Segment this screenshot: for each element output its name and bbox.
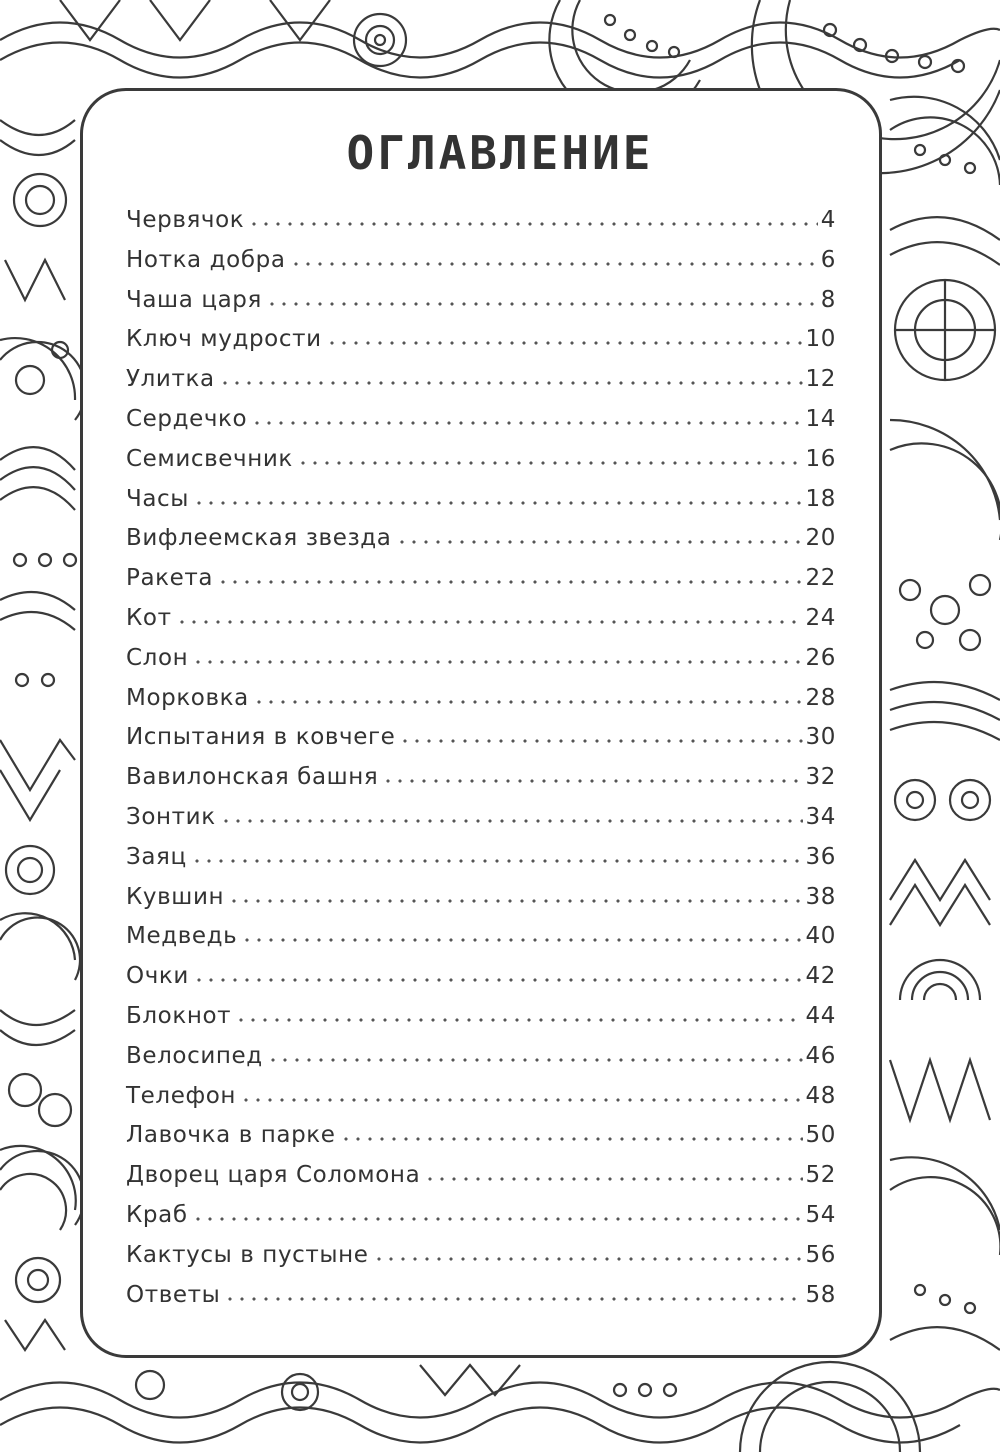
toc-entry-page-number: 58	[805, 1281, 836, 1308]
toc-entry-title: Телефон	[126, 1082, 237, 1109]
toc-entry-page-number: 46	[805, 1042, 836, 1069]
dot-leader	[217, 580, 802, 584]
toc-entry[interactable]	[126, 326, 836, 366]
toc-entry[interactable]	[126, 764, 836, 804]
dot-leader	[326, 341, 803, 345]
toc-entry-title: Блокнот	[126, 1002, 232, 1029]
dot-leader	[192, 660, 802, 664]
toc-entry[interactable]	[126, 1282, 836, 1322]
toc-entry-title: Нотка добра	[126, 246, 286, 273]
toc-entry[interactable]	[126, 1043, 836, 1083]
toc-entry[interactable]	[126, 844, 836, 884]
toc-entry-page-number: 20	[805, 525, 836, 552]
toc-entry-title: Краб	[126, 1201, 188, 1228]
dot-leader	[176, 620, 803, 624]
dot-leader	[235, 1018, 802, 1022]
toc-entry[interactable]	[126, 406, 836, 446]
toc-entry-page-number: 16	[805, 445, 836, 472]
toc-entry[interactable]	[126, 486, 836, 526]
toc-entry-page-number: 22	[805, 565, 836, 592]
dot-leader	[193, 501, 802, 505]
dot-leader	[191, 859, 803, 863]
toc-entry-title: Дворец царя Соломона	[126, 1162, 421, 1189]
toc-entry-page-number: 48	[805, 1082, 836, 1109]
toc-entry-page-number: 10	[805, 326, 836, 353]
toc-entry-title: Улитка	[126, 366, 215, 393]
toc-entry[interactable]	[126, 724, 836, 764]
toc-entry-title: Кувшин	[126, 883, 225, 910]
toc-entry-title: Червячок	[126, 207, 245, 233]
toc-entry[interactable]	[126, 446, 836, 486]
toc-entry-title: Заяц	[126, 843, 187, 870]
toc-entry[interactable]	[126, 1003, 836, 1043]
toc-entry-page-number: 50	[805, 1122, 836, 1149]
toc-entry[interactable]	[126, 804, 836, 844]
toc-entry-title: Слон	[126, 644, 189, 671]
dot-leader	[266, 302, 818, 306]
toc-entry-title: Морковка	[126, 684, 249, 711]
toc-entry-title: Медведь	[126, 923, 238, 950]
dot-leader	[224, 1297, 802, 1301]
toc-entry[interactable]	[126, 1122, 836, 1162]
toc-entry[interactable]	[126, 605, 836, 645]
toc-entry-page-number: 24	[805, 604, 836, 631]
toc-entry-title: Велосипед	[126, 1042, 263, 1069]
toc-entry-page-number: 36	[805, 843, 836, 870]
dot-leader	[424, 1177, 802, 1181]
dot-leader	[290, 262, 818, 266]
toc-entry[interactable]	[126, 207, 836, 247]
toc-entry-page-number: 34	[805, 803, 836, 830]
toc-entry-page-number: 40	[805, 923, 836, 950]
right-column-ornament	[890, 97, 1000, 1350]
toc-entry-title: Вифлеемская звезда	[126, 525, 392, 552]
toc-entry-title: Часы	[126, 485, 190, 512]
toc-entry[interactable]	[126, 287, 836, 327]
toc-entry-title: Вавилонская башня	[126, 764, 379, 791]
toc-entry-title: Ракета	[126, 565, 214, 592]
toc-entry[interactable]	[126, 884, 836, 924]
toc-entry-title: Сердечко	[126, 405, 248, 432]
toc-entry[interactable]	[126, 1083, 836, 1123]
toc-entry[interactable]	[126, 1202, 836, 1242]
dot-leader	[253, 700, 803, 704]
dot-leader	[219, 381, 803, 385]
dot-leader	[251, 421, 802, 425]
toc-entry-page-number: 32	[805, 764, 836, 791]
toc-entry[interactable]	[126, 247, 836, 287]
dot-leader	[248, 222, 818, 226]
toc-entry-title: Очки	[126, 963, 189, 990]
bottom-band-ornament	[0, 1362, 1000, 1452]
toc-entry-title: Ключ мудрости	[126, 326, 322, 353]
toc-entry-title: Лавочка в парке	[126, 1122, 336, 1149]
toc-entry-page-number: 4	[820, 207, 836, 233]
dot-leader	[228, 899, 802, 903]
toc-entry[interactable]	[126, 525, 836, 565]
toc-entry-page-number: 26	[805, 644, 836, 671]
toc-entry-page-number: 12	[805, 366, 836, 393]
toc-entry-page-number: 54	[805, 1201, 836, 1228]
toc-entry[interactable]	[126, 565, 836, 605]
dot-leader	[241, 938, 802, 942]
toc-entry-page-number: 44	[805, 1002, 836, 1029]
toc-entry-title: Семисвечник	[126, 445, 293, 472]
toc-entry[interactable]	[126, 1162, 836, 1202]
dot-leader	[382, 779, 802, 783]
toc-entry-page-number: 14	[805, 405, 836, 432]
toc-entry-page-number: 42	[805, 963, 836, 990]
dot-leader	[267, 1058, 803, 1062]
toc-entry-title: Чаша царя	[126, 286, 262, 313]
dot-leader	[399, 739, 802, 743]
toc-entry-page-number: 28	[805, 684, 836, 711]
toc-entry[interactable]	[126, 645, 836, 685]
toc-entry[interactable]	[126, 963, 836, 1003]
toc-entry-title: Кот	[126, 604, 172, 631]
toc-list	[126, 207, 836, 1321]
toc-entry[interactable]	[126, 923, 836, 963]
dot-leader	[193, 978, 803, 982]
toc-entry[interactable]	[126, 366, 836, 406]
toc-entry-page-number: 30	[805, 724, 836, 751]
toc-entry-page-number: 18	[805, 485, 836, 512]
toc-entry-page-number: 38	[805, 883, 836, 910]
toc-entry-title: Испытания в ковчеге	[126, 724, 396, 751]
page-title: ОГЛАВЛЕНИЕ	[346, 126, 654, 180]
dot-leader	[297, 461, 803, 465]
toc-entry-page-number: 56	[805, 1241, 836, 1268]
dot-leader	[373, 1257, 803, 1261]
dot-leader	[396, 540, 803, 544]
left-column-ornament	[0, 120, 86, 1350]
toc-entry-page-number: 6	[820, 246, 836, 273]
toc-entry[interactable]	[126, 685, 836, 725]
toc-entry-title: Зонтик	[126, 803, 216, 830]
toc-entry-title: Кактусы в пустыне	[126, 1241, 369, 1268]
toc-entry-page-number: 8	[820, 286, 836, 313]
toc-entry-title: Ответы	[126, 1281, 221, 1308]
toc-entry-page-number: 52	[805, 1162, 836, 1189]
toc-entry[interactable]	[126, 1242, 836, 1282]
dot-leader	[340, 1137, 803, 1141]
dot-leader	[240, 1098, 803, 1102]
dot-leader	[220, 819, 803, 823]
dot-leader	[192, 1217, 803, 1221]
